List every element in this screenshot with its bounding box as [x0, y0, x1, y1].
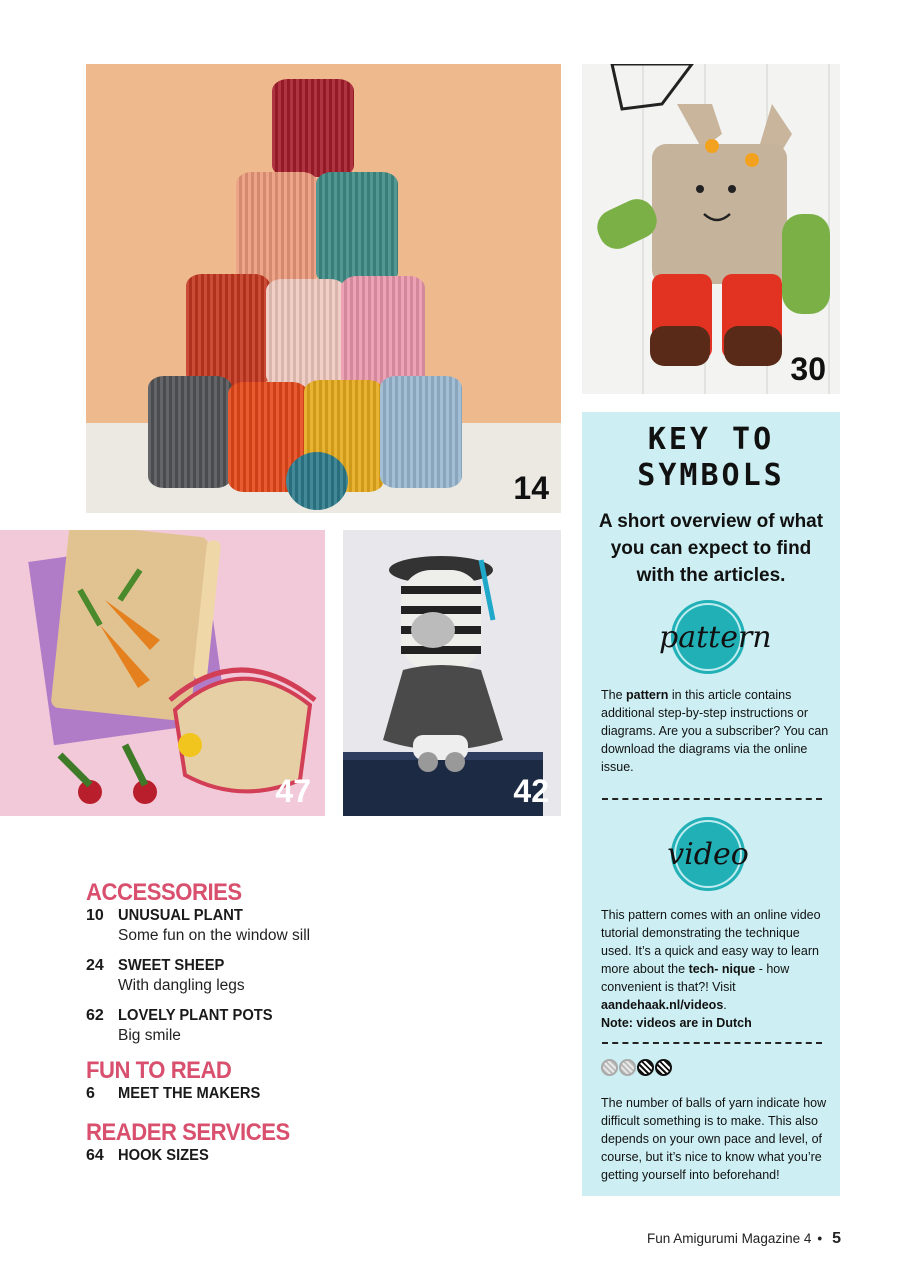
footer-magazine: Fun Amigurumi Magazine 4	[647, 1231, 812, 1246]
page-number-30: 30	[790, 351, 826, 387]
pattern-text-2: in this article contains additional step-by-step instructions or diagrams. Are you a subscriber? You can download the diagrams via the online issue.	[601, 688, 829, 774]
page-number-47: 47	[275, 773, 311, 809]
video-link[interactable]: aandehaak.nl/videos	[601, 998, 724, 1012]
yarn-ball-light-icon	[619, 1059, 636, 1076]
key-title-line2: SYMBOLS	[637, 458, 785, 493]
video-text-3: .	[723, 998, 727, 1012]
entry-page: 6	[86, 1085, 95, 1102]
section-heading-reader-services: READER SERVICES	[86, 1119, 290, 1146]
section-heading-accessories: ACCESSORIES	[86, 879, 242, 906]
key-subtitle: A short overview of what you can expect to find with the articles.	[598, 511, 824, 586]
footer-bullet: •	[817, 1231, 823, 1246]
contents-entry[interactable]	[86, 1006, 556, 1046]
can-teal	[316, 172, 398, 284]
pattern-text-bold: pattern	[626, 688, 669, 702]
can-red	[272, 79, 354, 177]
key-to-symbols-panel	[582, 412, 840, 1196]
pattern-badge-icon	[659, 600, 772, 674]
photo-zebra	[343, 530, 561, 816]
entry-subtitle: Big smile	[118, 1027, 181, 1044]
pattern-description	[601, 686, 829, 776]
page-number-42: 42	[513, 773, 549, 809]
difficulty-yarn-balls	[601, 1059, 673, 1079]
entry-title: SWEET SHEEP	[118, 957, 225, 974]
video-badge-icon	[667, 817, 749, 891]
section-heading-fun-to-read: FUN TO READ	[86, 1057, 232, 1084]
divider-dashed	[602, 1042, 822, 1044]
video-description	[601, 906, 829, 1032]
ball-monster	[286, 452, 348, 510]
entry-page: 62	[86, 1007, 104, 1024]
key-title	[582, 422, 840, 494]
entry-page: 10	[86, 907, 104, 924]
page-footer	[647, 1230, 841, 1248]
contents-entry[interactable]	[86, 956, 556, 996]
entry-title: MEET THE MAKERS	[118, 1085, 261, 1102]
footer-page-number: 5	[832, 1230, 841, 1247]
entry-page: 64	[86, 1147, 104, 1164]
yarn-ball-dark-icon	[637, 1059, 654, 1076]
entry-title: HOOK SIZES	[118, 1147, 209, 1164]
entry-subtitle: Some fun on the window sill	[118, 927, 311, 944]
video-text-bold: tech- nique	[688, 962, 756, 976]
contents-entry[interactable]	[86, 1084, 556, 1104]
difficulty-description: The number of balls of yarn indicate how difficult something is to make. This also depends on your own pace and level, of course, but it’s nice to know what you’re getting yourself into beforehand!	[601, 1096, 827, 1182]
yarn-ball-light-icon	[601, 1059, 618, 1076]
can-rust	[186, 274, 270, 386]
contents-entry[interactable]	[86, 906, 556, 946]
contents-entry[interactable]	[86, 1146, 556, 1166]
video-badge-label: video	[667, 837, 749, 872]
photo-stacked-cans	[86, 64, 561, 513]
photo-carrots-bag	[0, 530, 325, 816]
divider-dashed	[602, 798, 822, 800]
bunny-illustration	[582, 64, 840, 394]
pattern-badge-label: pattern	[659, 620, 772, 655]
can-blue	[380, 376, 462, 488]
yarn-ball-dark-icon	[655, 1059, 672, 1076]
entry-title: UNUSUAL PLANT	[118, 907, 243, 924]
video-text-1: This pattern comes with an online video tutorial demonstrating the technique used. It’s a quick and easy way to learn more about the	[601, 908, 821, 976]
key-title-line1: KEY TO	[647, 422, 775, 457]
entry-title: LOVELY PLANT POTS	[118, 1007, 273, 1024]
can-pink	[341, 276, 425, 388]
video-text-2: - how convenient is that?! Visit	[601, 962, 790, 994]
page-number-14: 14	[513, 470, 549, 506]
entry-subtitle: With dangling legs	[118, 977, 245, 994]
can-peach	[236, 172, 318, 284]
pattern-text-1: The	[601, 688, 627, 702]
entry-page: 24	[86, 957, 104, 974]
can-blush	[266, 279, 346, 387]
photo-bunny	[582, 64, 840, 394]
can-grey	[148, 376, 232, 488]
video-note: Note: videos are in Dutch	[601, 1016, 752, 1030]
contents-list	[86, 880, 556, 1166]
